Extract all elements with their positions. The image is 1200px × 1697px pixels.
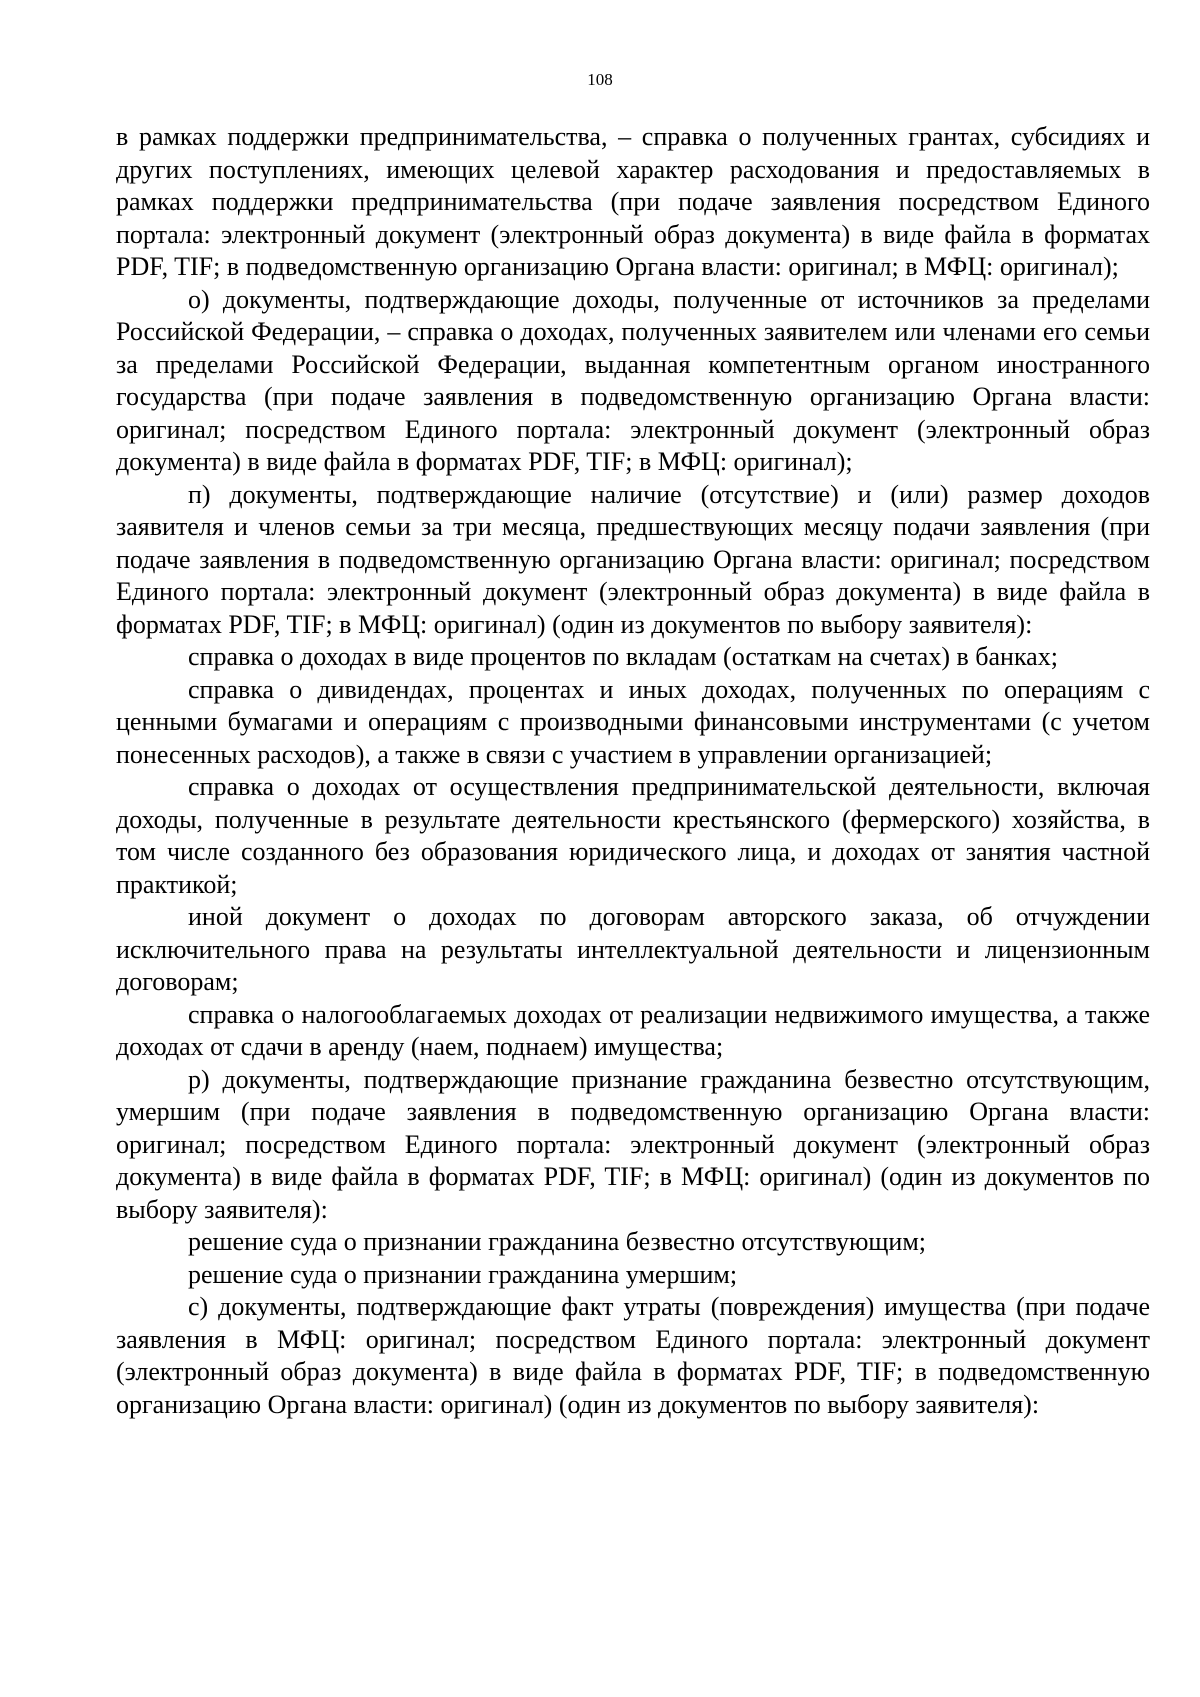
paragraph-item-s: с) документы, подтверждающие факт утраты (повреждения) имущества (при подаче заявления в МФЦ: оригинал; посредством Единого портала: электронный документ (электронный образ документа) в виде файла в форматах PDF, TIF; в подведомственную организацию Органа власти: оригинал) (один из документов по выбору заявителя): (116, 1292, 1150, 1419)
paragraph-subitem: решение суда о признании гражданина умершим; (188, 1259, 738, 1289)
document-body (116, 121, 1150, 1421)
paragraph-subitem: решение суда о признании гражданина безвестно отсутствующим; (188, 1227, 926, 1256)
paragraph-subitem: справка о дивидендах, процентах и иных доходах, полученных по операциям с ценными бумагами и операциям с производными финансовыми инструментами (с учетом понесенных расходов), а также в связи с участием в управлении организацией; (116, 674, 1150, 769)
paragraph-item-p: п) документы, подтверждающие наличие (отсутствие) и (или) размер доходов заявителя и членов семьи за три месяца, предшествующих месяцу подачи заявления (при подаче заявления в подведомственную организацию Органа власти: оригинал; посредством Единого портала: электронный документ (электронный образ документа) в виде файла в форматах PDF, TIF; в МФЦ: оригинал) (один из документов по выбору заявителя): (116, 479, 1150, 639)
page-number: 108 (587, 70, 613, 89)
paragraph-subitem: справка о доходах в виде процентов по вкладам (остаткам на счетах) в банках; (188, 642, 1058, 671)
paragraph-subitem: иной документ о доходах по договорам авторского заказа, об отчуждении исключительного права на результаты интеллектуальной деятельности и лицензионным договорам; (116, 902, 1150, 996)
paragraph-item-r: р) документы, подтверждающие признание гражданина безвестно отсутствующим, умершим (при подаче заявления в подведомственную организацию Органа власти: оригинал; посредством Единого портала: электронный документ (электронный образ документа) в виде файла в форматах PDF, TIF; в МФЦ: оригинал) (один из документов по выбору заявителя): (116, 1064, 1150, 1224)
paragraph-item-o: о) документы, подтверждающие доходы, полученные от источников за пределами Российской Федерации, – справка о доходах, полученных заявителем или членами его семьи за пределами Российской Федерации, выданная компетентным органом иностранного государства (при подаче заявления в подведомственную организацию Органа власти: оригинал; посредством Единого портала: электронный документ (электронный образ документа) в виде файла в форматах PDF, TIF; в МФЦ: оригинал); (116, 284, 1150, 476)
paragraph-subitem: справка о налогооблагаемых доходах от реализации недвижимого имущества, а также доходах от сдачи в аренду (наем, поднаем) имущества; (116, 999, 1150, 1061)
paragraph-subitem: справка о доходах от осуществления предпринимательской деятельности, включая доходы, полученные в результате деятельности крестьянского (фермерского) хозяйства, в том числе созданного без образования юридического лица, и доходах от занятия частной практикой; (116, 772, 1150, 899)
paragraph-continuation: в рамках поддержки предпринимательства, – справка о полученных грантах, субсидиях и других поступлениях, имеющих целевой характер расходования и предоставляемых в рамках поддержки предпринимательства (при подаче заявления посредством Единого портала: электронный документ (электронный образ документа) в виде файла в форматах PDF, TIF; в подведомственную организацию Органа власти: оригинал; в МФЦ: оригинал); (116, 122, 1150, 281)
